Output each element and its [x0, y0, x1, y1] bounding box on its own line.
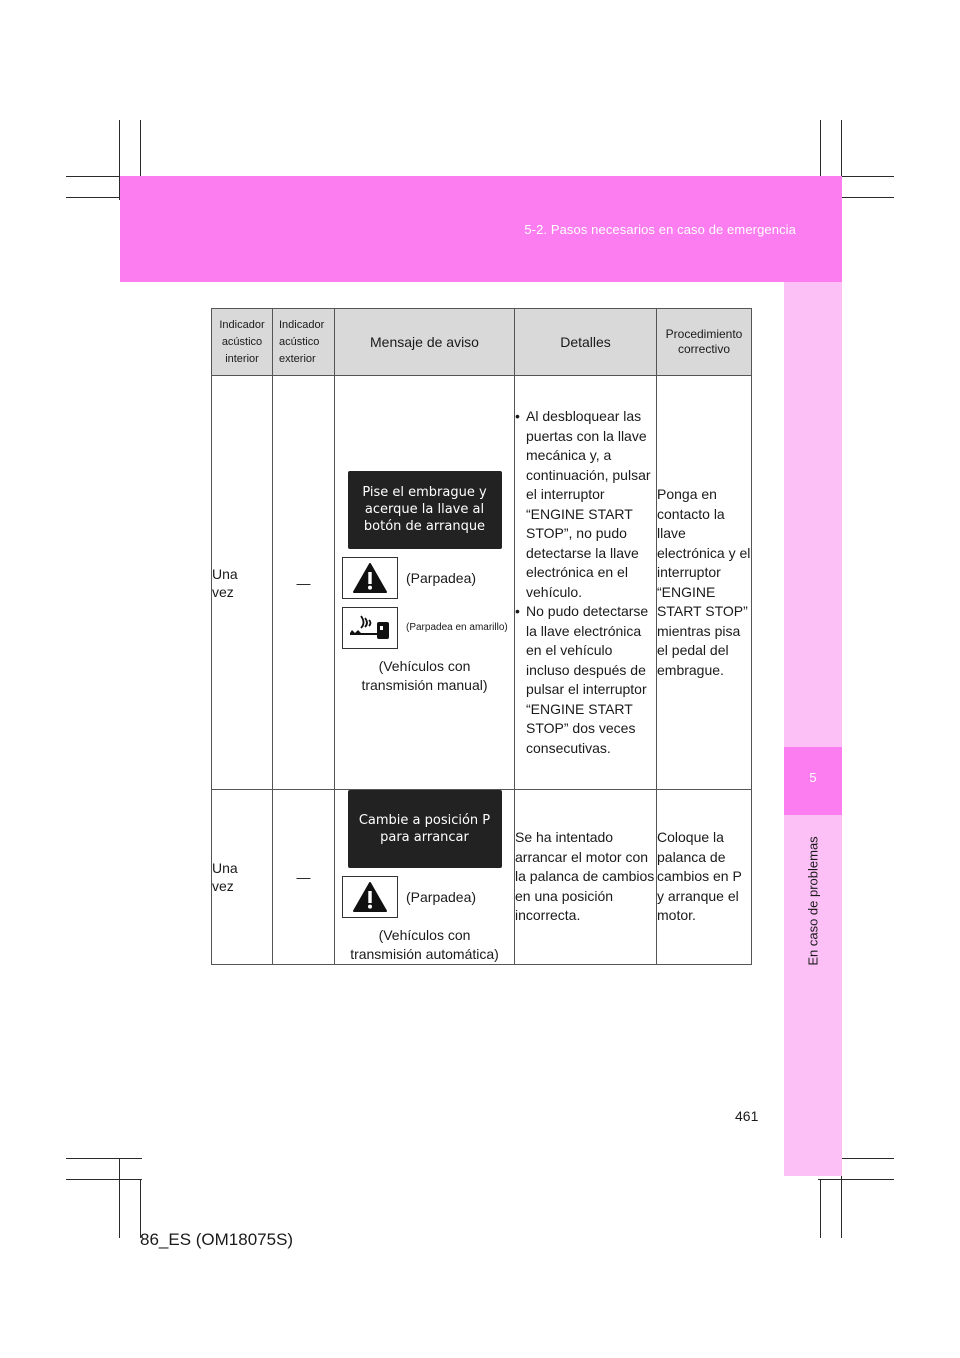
exterior-buzzer-cell: — — [273, 376, 335, 790]
lamp-row — [335, 607, 514, 649]
details-bullet: • Al desbloquear las puertas con la llave mecánica y, a continuación, pulsar el interruptor “ENGINE START STOP”, no pudo detectarse la llave electrónica en el vehículo. — [515, 407, 656, 602]
table-row — [212, 790, 752, 965]
vehicle-note-line: (Vehículos con — [378, 657, 471, 674]
header-text: acústico — [221, 335, 263, 348]
lamp-note: (Parpadea) — [406, 889, 477, 905]
crop-mark — [818, 1179, 894, 1180]
section-title: 5-2. Pasos necesarios en caso de emergencia — [524, 222, 796, 237]
buzzer-value: vez — [212, 878, 234, 894]
crop-mark — [66, 1158, 142, 1159]
vehicle-note-line: transmisión manual) — [361, 676, 488, 693]
vehicle-note — [335, 926, 514, 964]
interior-buzzer-cell — [212, 376, 273, 790]
details-bullet: • No pudo detectarse la llave electrónica en el vehículo incluso después de pulsar el interruptor “ENGINE START STOP” dos veces consecutivas. — [515, 602, 656, 758]
buzzer-value: Una — [212, 860, 238, 876]
vehicle-note-line: (Vehículos con — [378, 927, 471, 943]
interior-buzzer-cell — [212, 790, 273, 965]
crop-mark — [119, 1158, 120, 1238]
header-text: correctivo — [677, 342, 730, 356]
vehicle-note — [335, 657, 514, 695]
message-line: Cambie a posición P — [358, 813, 491, 828]
header-exterior-buzzer — [273, 309, 335, 376]
details-cell: Se ha intentado arrancar el motor con la palanca de cambios en una posición incorrecta. — [515, 790, 657, 965]
warning-triangle-icon — [342, 557, 398, 599]
exterior-buzzer-cell: — — [273, 790, 335, 965]
table-row — [212, 376, 752, 790]
header-message: Mensaje de aviso — [335, 309, 515, 376]
warning-table — [211, 308, 752, 965]
header-text: Procedimiento — [665, 327, 743, 341]
crop-mark — [66, 1179, 142, 1180]
warning-message-display — [348, 471, 502, 549]
lamp-note: (Parpadea en amarillo) — [406, 622, 508, 633]
header-procedure — [657, 309, 752, 376]
chapter-label-box — [784, 826, 842, 976]
details-list — [515, 407, 656, 758]
header-text: exterior — [279, 352, 316, 365]
header-text: interior — [225, 352, 259, 365]
chapter-number: 5 — [809, 770, 817, 785]
message-cell — [335, 376, 515, 790]
header-text: Indicador — [219, 318, 265, 331]
buzzer-value: Una — [212, 565, 238, 582]
chapter-label: En caso de problemas — [805, 836, 821, 966]
warning-triangle-icon — [342, 876, 398, 918]
procedure-cell: Coloque la palanca de cambios en P y arranque el motor. — [657, 790, 752, 965]
warning-message-display — [348, 790, 502, 868]
page-number: 461 — [735, 1108, 759, 1124]
buzzer-value: vez — [212, 583, 234, 600]
header-interior-buzzer — [212, 309, 273, 376]
footer-code: 86_ES (OM18075S) — [140, 1230, 294, 1249]
lamp-row — [335, 557, 514, 599]
message-line: para arrancar — [380, 830, 469, 845]
header-text: Indicador — [279, 318, 325, 331]
message-line: botón de arranque — [363, 519, 486, 534]
message-line: Pise el embrague y — [362, 485, 487, 500]
message-line: acerque la llave al — [364, 502, 485, 517]
header-text: acústico — [279, 335, 320, 348]
table-header-row — [212, 309, 752, 376]
lamp-row — [335, 876, 514, 918]
side-tab — [784, 282, 842, 1176]
vehicle-note-line: transmisión automática) — [350, 946, 499, 962]
message-cell — [335, 790, 515, 965]
lamp-note: (Parpadea) — [406, 569, 477, 586]
key-signal-icon — [342, 607, 398, 649]
procedure-cell: Ponga en contacto la llave electrónica y el interruptor “ENGINE START STOP” mientras pisa el pedal del embrague. — [657, 376, 752, 790]
crop-mark — [820, 1180, 821, 1238]
section-header-band — [120, 176, 842, 282]
details-cell — [515, 376, 657, 790]
header-details: Detalles — [515, 309, 657, 376]
